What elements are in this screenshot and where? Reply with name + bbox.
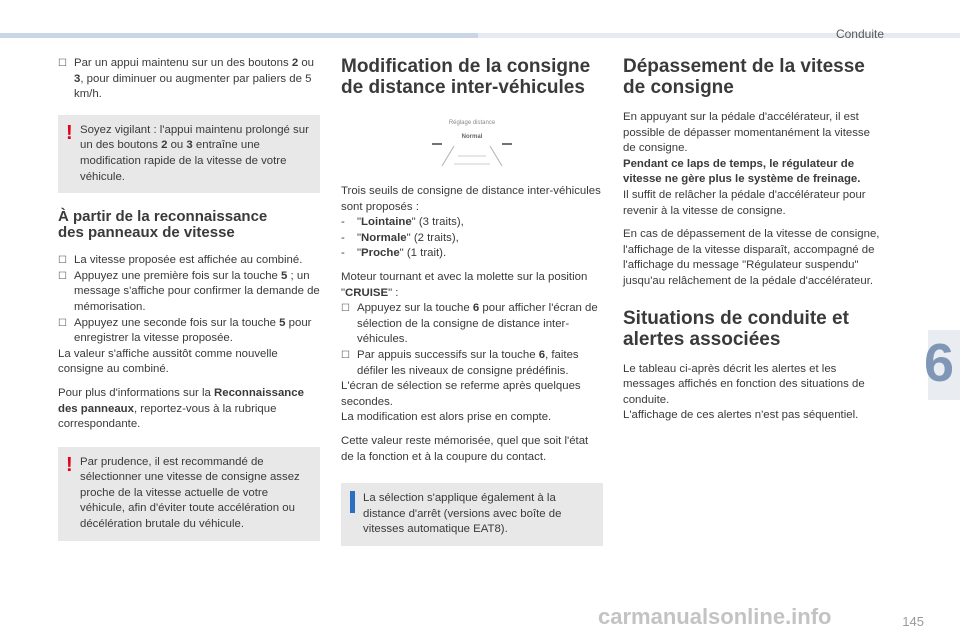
bullet-icon: ☐ [341,303,350,315]
text: ou [167,139,187,152]
text: Pour plus d'informations sur la [58,386,215,399]
info-box [341,483,603,546]
text: Moteur tournant et avec la molette sur la position " [341,270,588,299]
text: " [357,231,362,244]
bullet-icon: ☐ [58,255,67,267]
key: 2 [291,57,299,69]
heading-depassement [623,56,885,98]
dash-icon: - [341,247,345,260]
warning-box [58,115,320,193]
road-right [490,146,502,166]
bullet-intro [58,56,320,103]
bullet-icon: ☐ [341,349,350,361]
dash-3 [341,246,603,262]
text: Par un appui maintenu sur un des boutons [74,57,292,69]
paragraph: Trois seuils de consigne de distance inter-véhicules sont proposés : [341,185,601,213]
page-number: 145 [902,614,924,629]
text: , reportez-vous à la rubrique correspondante. [58,402,277,431]
paragraph: L'écran de sélection se referme après quelques secondes. [341,380,581,408]
text: Par appuis successifs sur la touche [357,348,539,361]
heading-line: de distance inter-véhicules [341,77,585,98]
bullet-icon: ☐ [58,317,67,329]
text: entraîne une modification rapide de la vitesse de votre véhicule. [80,139,287,183]
paragraph: La valeur s'affiche aussitôt comme nouvelle consigne au combiné. [58,347,278,376]
road-left [442,146,454,166]
column-left [58,56,320,541]
bullet-icon: ☐ [58,270,67,282]
text: ; un message s'affiche pour confirmer la demande de mémorisation. [74,269,320,313]
paragraph: En cas de dépassement de la vitesse de consigne, l'affichage de la vitesse disparaît, accompagné de l'affichage du message "Régulateur suspendu" jusqu'au relâchement de la pédale d'accélérateur. [623,228,880,287]
heading-line: des panneaux de vitesse [58,224,235,242]
paragraph [341,270,603,301]
text: " [357,216,362,229]
key: 6 [538,348,546,361]
paragraph: Il suffit de relâcher la pédale d'accélérateur pour revenir à la vitesse de consigne. [623,188,866,217]
text: " [357,247,362,260]
bullet-2 [341,348,603,379]
bullet-icon: ☐ [58,58,67,69]
key: 3 [74,72,81,85]
figure-subtitle: Normal [461,134,483,140]
bullet-1 [341,301,603,348]
text: pour afficher l'écran de sélection de la consigne de distance inter-véhicules. [357,302,598,346]
key: 5 [281,269,288,282]
paragraph [58,386,320,433]
heading-situations [623,308,885,350]
warning-icon: ! [66,121,73,144]
text: Appuyez une seconde fois sur la touche [74,316,280,329]
heading-line: Modification de la consigne [341,56,591,77]
header-bar-right [478,33,960,38]
bold-text: Reconnaissance des panneaux [58,386,304,415]
watermark: carmanualsonline.info [598,604,832,629]
bold-text: Proche [361,247,400,260]
text: Par prudence, il est recommandé de sélectionner une vitesse de consigne assez proche de la vitesse actuelle de votre véhicule, afin d'éviter toute accélération ou décélération brutale du véhicule. [80,455,300,531]
bold-paragraph: Pendant ce laps de temps, le régulateur de vitesse ne gère plus le système de freinage. [623,157,861,186]
bold-text: CRUISE [345,286,389,299]
heading-line: de consigne [623,77,734,98]
paragraph: Cette valeur reste mémorisée, quel que soit l'état de la fonction et à la coupure du contact. [341,434,589,463]
info-icon [350,491,355,513]
chapter-number: 6 [923,333,954,393]
dash-2 [341,231,603,247]
text: Appuyez sur la touche [357,302,473,315]
key: 2 [161,139,168,152]
distance-setting-figure [412,116,532,182]
heading-reconnaissance [58,209,320,241]
dash-1 [341,215,603,231]
header-bar [0,33,478,38]
text: , pour diminuer ou augmenter par paliers de 5 km/h. [74,72,312,101]
paragraph: En appuyant sur la pédale d'accélérateur, il est possible de dépasser momentanément la vitesse de consigne. [623,111,870,155]
text: , faites défiler les niveaux de consigne prédéfinis. [357,348,579,377]
heading-line: Situations de conduite et [623,307,849,329]
bold-text: Normale [361,231,407,244]
text: " : [388,286,399,299]
heading-line: Dépassement de la vitesse [623,56,865,77]
dash-icon: - [341,231,345,244]
key: 6 [472,302,480,315]
bullet-1 [58,253,320,269]
paragraph: L'affichage de ces alertes n'est pas séquentiel. [623,409,859,422]
text: Soyez vigilant : l'appui maintenu prolongé sur un des boutons [80,123,309,152]
heading-line: À partir de la reconnaissance [58,208,268,226]
heading-line: alertes associées [623,328,781,350]
paragraph: Le tableau ci-après décrit les alertes et les messages affichés en fonction des situations de conduite. [623,362,865,406]
text: pour enregistrer la vitesse proposée. [74,316,312,345]
figure-title: Réglage distance [448,120,496,126]
text: ou [298,57,315,69]
section-title: Conduite [835,27,884,41]
bold-text: Lointaine [361,216,412,229]
text: " (3 traits), [411,216,464,229]
text: " (2 traits), [406,231,459,244]
column-right [623,56,885,424]
key: 3 [186,139,193,152]
bullet-3 [58,316,320,347]
text: " (1 trait). [399,247,447,260]
text: La vitesse proposée est affichée au combiné. [74,254,303,267]
text: Appuyez une première fois sur la touche [74,269,282,282]
paragraph: La modification est alors prise en compte. [341,411,552,424]
dash-icon: - [341,216,345,229]
text: La sélection s'applique également à la distance d'arrêt (versions avec boîte de vitesses automatique EAT8). [363,492,562,536]
distance-display-illustration [412,116,532,182]
bullet-2 [58,269,320,316]
key: 5 [279,316,286,329]
column-middle [341,56,603,546]
warning-icon: ! [66,453,73,476]
warning-box [58,447,320,541]
heading-distance [341,56,603,98]
